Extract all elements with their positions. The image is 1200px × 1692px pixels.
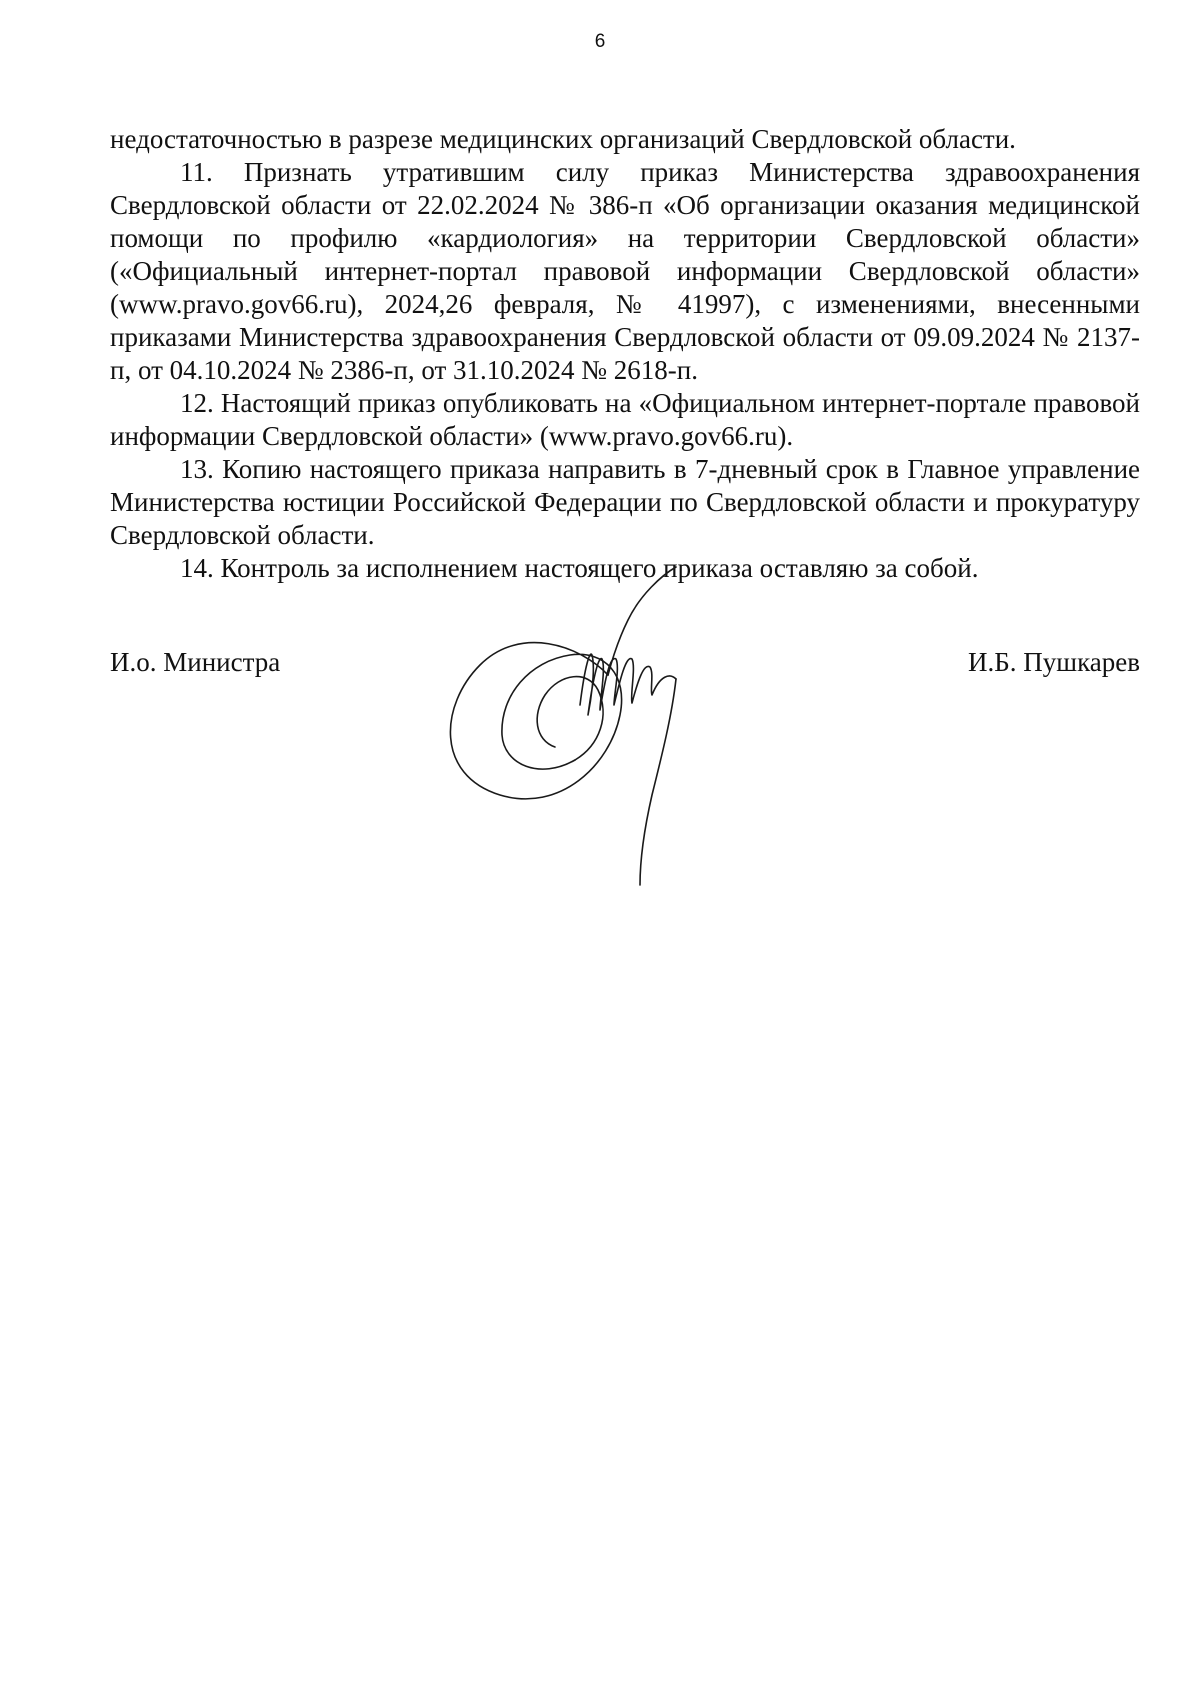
paragraph-item-12: 12. Настоящий приказ опубликовать на «Официальном интернет-портале правовой информации Свердловской области» (www.pravo.gov66.ru). [110, 388, 1140, 451]
paragraph-continuation: недостаточностью в разрезе медицинских организаций Свердловской области. [110, 124, 1016, 154]
signatory-name: И.Б. Пушкарев [968, 647, 1140, 677]
document-body [110, 123, 1140, 585]
paragraph-item-11: 11. Признать утратившим силу приказ Министерства здравоохранения Свердловской области от 22.02.2024 № 386-п «Об организации оказания медицинской помощи по профилю «кардиология» на территории Свердловской области» («Официальный интернет-портал правовой информации Свердловской области» (www.pravo.gov66.ru), 2024,26 февраля, № 41997), с изменениями, внесенными приказами Министерства здравоохранения Свердловской области от 09.09.2024 № 2137-п, от 04.10.2024 № 2386-п, от 31.10.2024 № 2618-п. [110, 157, 1140, 385]
signatory-position: И.о. Министра [110, 647, 281, 677]
paragraph-item-14: 14. Контроль за исполнением настоящего приказа оставляю за собой. [180, 553, 979, 583]
handwritten-signature [440, 555, 710, 900]
page-number: 6 [594, 31, 606, 52]
paragraph-item-13: 13. Копию настоящего приказа направить в 7-дневный срок в Главное управление Министерства юстиции Российской Федерации по Свердловской области и прокуратуру Свердловской области. [110, 454, 1140, 550]
